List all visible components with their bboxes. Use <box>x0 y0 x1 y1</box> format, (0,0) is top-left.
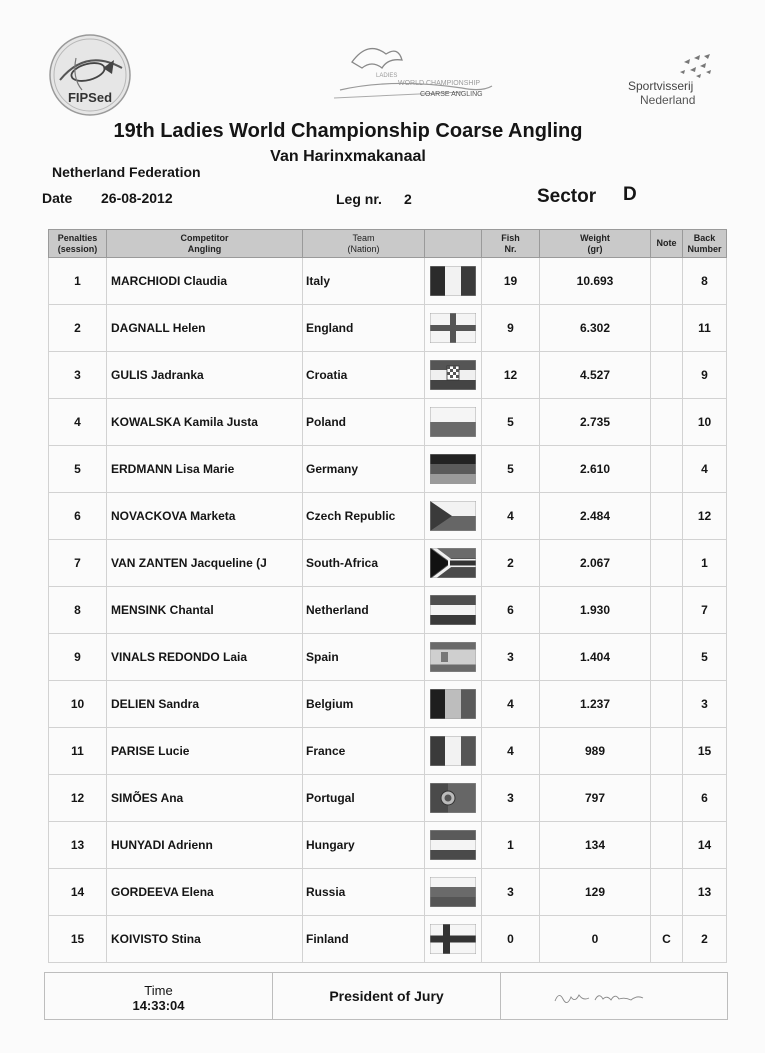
weight-cell: 2.735 <box>540 399 651 446</box>
competitor-cell: PARISE Lucie <box>107 728 303 775</box>
weight-cell: 4.527 <box>540 352 651 399</box>
note-cell <box>651 493 683 540</box>
table-row <box>49 728 727 775</box>
rank-cell: 10 <box>49 681 107 728</box>
penalties-header: Penalties (session) <box>49 230 107 258</box>
flag-cell <box>425 822 482 869</box>
note-cell <box>651 352 683 399</box>
table-header-row <box>49 230 727 258</box>
flag-cell <box>425 681 482 728</box>
table-row <box>49 540 727 587</box>
weight-cell: 10.693 <box>540 258 651 305</box>
portugal-flag <box>430 783 476 813</box>
venue-title: Van Harinxmakanaal <box>270 148 426 165</box>
rank-cell: 4 <box>49 399 107 446</box>
time-label: Time <box>144 983 173 998</box>
team-cell: Finland <box>303 916 425 963</box>
rank-cell: 5 <box>49 446 107 493</box>
team-cell: Portugal <box>303 775 425 822</box>
back-number-cell: 2 <box>683 916 727 963</box>
back-number-cell: 1 <box>683 540 727 587</box>
note-cell <box>651 681 683 728</box>
competitor-cell: MARCHIODI Claudia <box>107 258 303 305</box>
rank-cell: 6 <box>49 493 107 540</box>
championship-logo <box>332 40 502 108</box>
italy-flag <box>430 266 476 296</box>
rank-cell: 12 <box>49 775 107 822</box>
note-cell <box>651 775 683 822</box>
rank-cell: 14 <box>49 869 107 916</box>
back-number-cell: 7 <box>683 587 727 634</box>
note-cell <box>651 822 683 869</box>
jury-label: President of Jury <box>273 973 501 1019</box>
back-number-cell: 6 <box>683 775 727 822</box>
time-cell <box>45 973 273 1019</box>
back-number-cell: 10 <box>683 399 727 446</box>
team-header: Team (Nation) <box>303 230 425 258</box>
hungary-flag <box>430 830 476 860</box>
fish-count-cell: 3 <box>482 869 540 916</box>
team-cell: Czech Republic <box>303 493 425 540</box>
note-cell: C <box>651 916 683 963</box>
competitor-cell: KOIVISTO Stina <box>107 916 303 963</box>
competitor-cell: VAN ZANTEN Jacqueline (J <box>107 540 303 587</box>
leg-value: 2 <box>404 191 412 207</box>
belgium-flag <box>430 689 476 719</box>
back-number-cell: 3 <box>683 681 727 728</box>
note-cell <box>651 540 683 587</box>
leg-label: Leg nr. <box>336 191 382 207</box>
fish-count-cell: 12 <box>482 352 540 399</box>
table-row <box>49 352 727 399</box>
rank-cell: 13 <box>49 822 107 869</box>
table-row <box>49 305 727 352</box>
competitor-header: Competitor Angling <box>107 230 303 258</box>
page-title: 19th Ladies World Championship Coarse Angling <box>113 120 583 142</box>
competitor-cell: SIMÕES Ana <box>107 775 303 822</box>
competitor-cell: HUNYADI Adrienn <box>107 822 303 869</box>
flag-cell <box>425 305 482 352</box>
fish-count-cell: 5 <box>482 399 540 446</box>
table-row <box>49 446 727 493</box>
table-row <box>49 399 727 446</box>
rank-cell: 8 <box>49 587 107 634</box>
flag-cell <box>425 728 482 775</box>
table-row <box>49 869 727 916</box>
team-cell: Hungary <box>303 822 425 869</box>
table-row <box>49 493 727 540</box>
note-cell <box>651 305 683 352</box>
fish-count-cell: 4 <box>482 681 540 728</box>
back-number-cell: 8 <box>683 258 727 305</box>
competitor-cell: MENSINK Chantal <box>107 587 303 634</box>
rank-cell: 15 <box>49 916 107 963</box>
flag-cell <box>425 446 482 493</box>
fish-count-cell: 3 <box>482 775 540 822</box>
back-number-cell: 14 <box>683 822 727 869</box>
flag-cell <box>425 258 482 305</box>
fish-count-cell: 5 <box>482 446 540 493</box>
back-number-header: Back Number <box>683 230 727 258</box>
weight-cell: 989 <box>540 728 651 775</box>
back-number-cell: 11 <box>683 305 727 352</box>
weight-cell: 797 <box>540 775 651 822</box>
team-cell: Russia <box>303 869 425 916</box>
weight-cell: 1.404 <box>540 634 651 681</box>
competitor-cell: ERDMANN Lisa Marie <box>107 446 303 493</box>
table-row <box>49 916 727 963</box>
fish-count-cell: 9 <box>482 305 540 352</box>
weight-cell: 2.610 <box>540 446 651 493</box>
note-cell <box>651 446 683 493</box>
table-row <box>49 775 727 822</box>
weight-cell: 6.302 <box>540 305 651 352</box>
rank-cell: 1 <box>49 258 107 305</box>
weight-header: Weight (gr) <box>540 230 651 258</box>
weight-cell: 1.237 <box>540 681 651 728</box>
russia-flag <box>430 877 476 907</box>
rank-cell: 7 <box>49 540 107 587</box>
competitor-cell: DELIEN Sandra <box>107 681 303 728</box>
flag-cell <box>425 775 482 822</box>
svg-text:COARSE ANGLING: COARSE ANGLING <box>420 91 483 98</box>
back-number-cell: 15 <box>683 728 727 775</box>
footer-box <box>44 972 728 1020</box>
rank-cell: 2 <box>49 305 107 352</box>
rank-cell: 9 <box>49 634 107 681</box>
netherlands-flag <box>430 595 476 625</box>
date-label: Date <box>42 190 73 206</box>
czech-flag <box>430 501 476 531</box>
weight-cell: 134 <box>540 822 651 869</box>
team-cell: Croatia <box>303 352 425 399</box>
team-cell: Spain <box>303 634 425 681</box>
flag-cell <box>425 540 482 587</box>
flag-cell <box>425 634 482 681</box>
note-cell <box>651 869 683 916</box>
note-cell <box>651 587 683 634</box>
note-header: Note <box>651 230 683 258</box>
spain-flag <box>430 642 476 672</box>
date-value: 26-08-2012 <box>101 190 173 206</box>
sportvisserij-logo <box>620 52 716 110</box>
svg-text:FIPSed: FIPSed <box>67 90 113 105</box>
south-africa-flag <box>430 548 476 578</box>
team-cell: South-Africa <box>303 540 425 587</box>
france-flag <box>430 736 476 766</box>
weight-cell: 2.484 <box>540 493 651 540</box>
flag-cell <box>425 916 482 963</box>
fish-count-cell: 1 <box>482 822 540 869</box>
competitor-cell: NOVACKOVA Marketa <box>107 493 303 540</box>
table-row <box>49 822 727 869</box>
federation-label: Netherland Federation <box>52 164 201 180</box>
finland-flag <box>430 924 476 954</box>
competitor-cell: KOWALSKA Kamila Justa <box>107 399 303 446</box>
team-cell: France <box>303 728 425 775</box>
fish-count-cell: 2 <box>482 540 540 587</box>
rank-cell: 3 <box>49 352 107 399</box>
back-number-cell: 9 <box>683 352 727 399</box>
competitor-cell: VINALS REDONDO Laia <box>107 634 303 681</box>
team-cell: England <box>303 305 425 352</box>
back-number-cell: 5 <box>683 634 727 681</box>
team-cell: Belgium <box>303 681 425 728</box>
back-number-cell: 4 <box>683 446 727 493</box>
competitor-cell: GULIS Jadranka <box>107 352 303 399</box>
note-cell <box>651 399 683 446</box>
croatia-flag <box>430 360 476 390</box>
flag-cell <box>425 587 482 634</box>
team-cell: Netherland <box>303 587 425 634</box>
results-table <box>48 229 727 963</box>
svg-text:Sportvisserij: Sportvisserij <box>628 79 694 93</box>
svg-text:LADIES: LADIES <box>376 73 398 79</box>
sector-label: Sector <box>537 186 597 207</box>
fipsed-logo <box>46 28 134 122</box>
flag-cell <box>425 352 482 399</box>
weight-cell: 0 <box>540 916 651 963</box>
fish-count-cell: 0 <box>482 916 540 963</box>
competitor-cell: DAGNALL Helen <box>107 305 303 352</box>
weight-cell: 129 <box>540 869 651 916</box>
team-cell: Germany <box>303 446 425 493</box>
fish-count-cell: 3 <box>482 634 540 681</box>
flag-cell <box>425 869 482 916</box>
fish-header: Fish Nr. <box>482 230 540 258</box>
table-row <box>49 587 727 634</box>
jury-signature <box>553 989 645 1007</box>
svg-text:Nederland: Nederland <box>640 93 696 107</box>
back-number-cell: 12 <box>683 493 727 540</box>
back-number-cell: 13 <box>683 869 727 916</box>
table-row <box>49 258 727 305</box>
fish-count-cell: 4 <box>482 728 540 775</box>
flag-header <box>425 230 482 258</box>
team-cell: Italy <box>303 258 425 305</box>
fish-count-cell: 19 <box>482 258 540 305</box>
note-cell <box>651 258 683 305</box>
rank-cell: 11 <box>49 728 107 775</box>
time-value: 14:33:04 <box>132 998 185 1013</box>
sector-value: D <box>623 184 637 205</box>
signature-cell <box>501 973 727 1019</box>
weight-cell: 2.067 <box>540 540 651 587</box>
competitor-cell: GORDEEVA Elena <box>107 869 303 916</box>
flag-cell <box>425 399 482 446</box>
note-cell <box>651 634 683 681</box>
fish-count-cell: 6 <box>482 587 540 634</box>
flag-cell <box>425 493 482 540</box>
svg-text:WORLD CHAMPIONSHIP: WORLD CHAMPIONSHIP <box>398 80 481 87</box>
weight-cell: 1.930 <box>540 587 651 634</box>
note-cell <box>651 728 683 775</box>
england-flag <box>430 313 476 343</box>
fish-count-cell: 4 <box>482 493 540 540</box>
poland-flag <box>430 407 476 437</box>
table-row <box>49 681 727 728</box>
germany-flag <box>430 454 476 484</box>
team-cell: Poland <box>303 399 425 446</box>
table-row <box>49 634 727 681</box>
